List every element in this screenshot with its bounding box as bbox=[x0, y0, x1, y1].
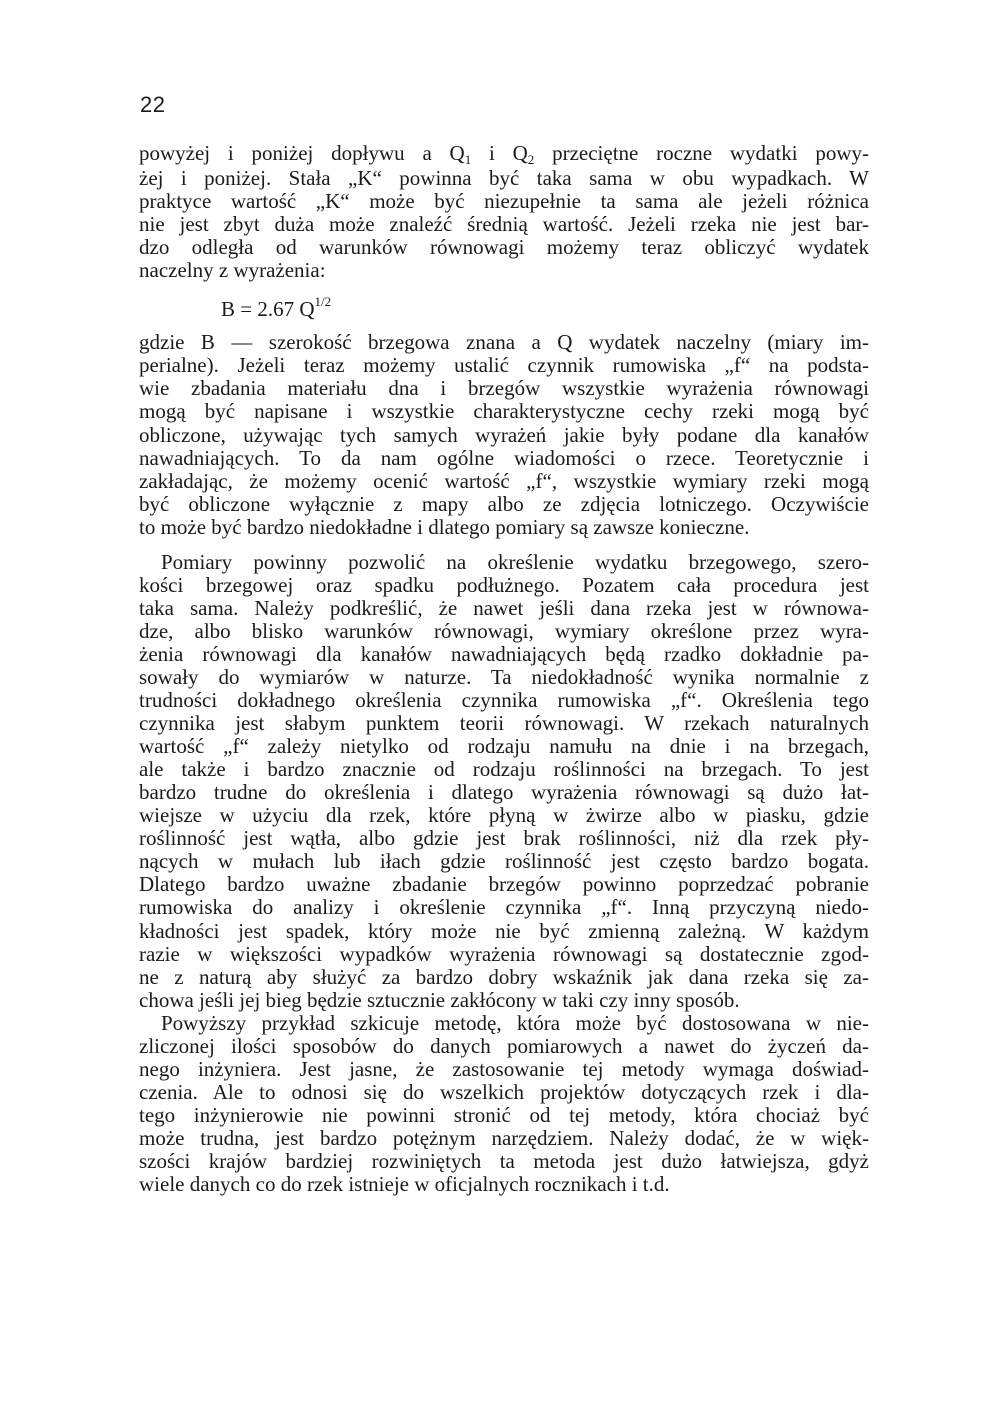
text-line: być obliczone wyłącznie z mapy albo ze zdjęcia lotniczego. Oczywiście bbox=[139, 491, 869, 516]
text-line: Pomiary powinny pozwolić na określenie wydatku brzegowego, szero- bbox=[161, 549, 869, 574]
text-line: kładności jest spadek, który może nie być zmienną zależną. W każdym bbox=[139, 918, 869, 943]
text-line: sowały do wymiarów w naturze. Ta niedokładność wynika normalnie z bbox=[139, 664, 869, 689]
text-line: wie zbadania materiału dna i brzegów wszystkie wyrażenia równowagi bbox=[139, 376, 869, 401]
text-line: czenia. Ale to odnosi się do wszelkich projektów dotyczących rzek i dla- bbox=[139, 1079, 869, 1104]
paragraph-3 bbox=[139, 1012, 869, 1196]
text-line: żenia równowagi dla kanałów nawadniających będą rzadko dokładnie pa- bbox=[139, 641, 869, 666]
text-line: wartość „f“ zależy nietylko od rodzaju namułu na dnie i na brzegach, bbox=[139, 734, 869, 759]
text-line: nących w mułach lub iłach gdzie roślinność jest często bardzo bogata. bbox=[139, 849, 869, 874]
text-line: dze, albo blisko warunków równowagi, wymiary określone przez wyra- bbox=[139, 618, 869, 643]
text-line: Dlatego bardzo uważne zbadanie brzegów powinno poprzedzać pobranie bbox=[139, 872, 869, 897]
text-line: szości krajów bardziej rozwiniętych ta metoda jest dużo łatwiejsza, gdyż bbox=[139, 1148, 869, 1173]
formula bbox=[139, 292, 869, 321]
text-line: kości brzegowej oraz spadku podłużnego. Pozatem cała procedura jest bbox=[139, 572, 869, 597]
intro-line: dzo odległa od warunków równowagi możemy teraz obliczyć wydatek bbox=[139, 235, 869, 260]
text-line: zakładając, że możemy ocenić wartość „f“, wszystkie wymiary rzeki mogą bbox=[139, 468, 869, 493]
intro-line: żej i poniżej. Stała „K“ powinna być taka sama w obu wypadkach. W bbox=[139, 166, 869, 191]
text-line: rumowiska do analizy i określenie czynnika „f“. Inną przyczyną niedo- bbox=[139, 895, 869, 920]
text-line: obliczone, używając tych samych wyrażeń jakie były podane dla kanałów bbox=[139, 422, 869, 447]
formula-exponent: 1/2 bbox=[314, 294, 332, 310]
text-line: ale także i bardzo znacznie od rodzaju roślinności na brzegach. To jest bbox=[139, 757, 869, 782]
text-line: ne z naturą aby służyć za bardzo dobry wskaźnik jak dana rzeka się za- bbox=[139, 964, 869, 989]
body-text bbox=[139, 142, 869, 1196]
text-line: zliczonej ilości sposobów do danych pomiarowych a nawet do życzeń da- bbox=[139, 1033, 869, 1058]
text-line: wiele danych co do rzek istnieje w oficjalnych rocznikach i t.d. bbox=[139, 1172, 670, 1197]
text-line: bardzo trudne do określenia i dlatego wyrażenia równowagi są dużo łat- bbox=[139, 780, 869, 805]
text-line: roślinność jest wątła, albo gdzie jest brak roślinności, niż dla rzek pły- bbox=[139, 826, 869, 851]
text-line: tego inżynierowie nie powinni stronić od tej metody, która chociaż być bbox=[139, 1102, 869, 1127]
paragraph-2 bbox=[139, 551, 869, 1012]
text-line: wiejsze w użyciu dla rzek, które płyną w żwirze albo w piasku, gdzie bbox=[139, 803, 869, 828]
text-line: nawadniających. To da nam ogólne wiadomości o rzece. Teoretycznie i bbox=[139, 445, 869, 470]
text-line: czynnika jest słabym punktem teorii równowagi. W rzekach naturalnych bbox=[139, 711, 869, 736]
text-line: to może być bardzo niedokładne i dlatego pomiary są zawsze konieczne. bbox=[139, 514, 750, 539]
text-line: chowa jeśli jej bieg będzie sztucznie zakłócony w taki czy inny sposób. bbox=[139, 987, 740, 1012]
page-number: 22 bbox=[140, 92, 166, 117]
text-line: trudności dokładnego określenia czynnika rumowiska „f“. Określenia tego bbox=[139, 688, 869, 713]
text-line: nego inżyniera. Jest jasne, że zastosowanie tej metody wymaga doświad- bbox=[139, 1056, 869, 1081]
text-line: gdzie B — szerokość brzegowa znana a Q wydatek naczelny (miary im- bbox=[139, 330, 869, 355]
intro-line: naczelny z wyrażenia: bbox=[139, 258, 326, 283]
intro-line-1: powyżej i poniżej dopływu a Q1 i Q2 przeciętne roczne wydatki powy- bbox=[139, 141, 869, 167]
text-line: Powyższy przykład szkicuje metodę, która może być dostosowana w nie- bbox=[161, 1010, 869, 1035]
formula-base: B = 2.67 Q bbox=[221, 297, 315, 322]
paragraph-1 bbox=[139, 331, 869, 538]
intro-line: praktyce wartość „K“ może być niezupełnie ta sama ale jeżeli różnica bbox=[139, 189, 869, 214]
text-line: taka sama. Należy podkreślić, że nawet jeśli dana rzeka jest w równowa- bbox=[139, 595, 869, 620]
text-line: razie w większości wypadków wyrażenia równowagi są dostatecznie zgod- bbox=[139, 941, 869, 966]
text-line: perialne). Jeżeli teraz możemy ustalić czynnik rumowiska „f“ na podsta- bbox=[139, 353, 869, 378]
intro-line: nie jest zbyt duża może znaleźć średnią wartość. Jeżeli rzeka nie jest bar- bbox=[139, 212, 869, 237]
text-line: mogą być napisane i wszystkie charakterystyczne cechy rzeki mogą być bbox=[139, 399, 869, 424]
text-line: może trudna, jest bardzo potężnym narzędziem. Należy dodać, że w więk- bbox=[139, 1125, 869, 1150]
